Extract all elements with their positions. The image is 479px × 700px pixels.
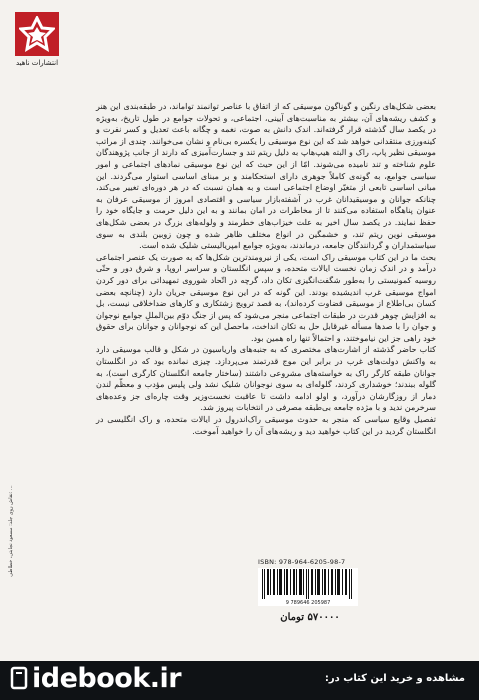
book-icon <box>10 666 30 690</box>
cover-credit-text: نقاش روی جلد: مسعود نجابتی، خطاطی: ... <box>8 485 14 577</box>
star-icon <box>15 12 59 56</box>
brand-name: idebook.ir <box>32 663 182 694</box>
barcode-digits: 9 789646 205987 <box>285 600 331 606</box>
isbn: ISBN: 978-964-6205-98-7 <box>258 558 346 566</box>
barcode-icon <box>258 568 358 599</box>
price: ۵۷۰۰۰۰ تومان <box>280 612 340 623</box>
footer-tagline: مشاهده و خرید این کتاب در: <box>324 673 465 684</box>
publisher-logo <box>15 12 59 72</box>
paragraph: کتاب حاضر گذشته از اشارت‌های مختصری که به جنبه‌های واریاسیون در شکل و قالب موسیقی دارد به واکنش دولت‌های غرب در برابر این موج قدرتمند می‌پردازد. چیزی نمانده بود که در انگلستان جوانان طبقه کارگر راک به خواسته‌های مشروعی داشتند (ساختار جامعه انگلستان کارگری است)، به گلوله ببندند؛ خوشداری کردند، گلوله‌ای به سوی نوجوانان شلیک نشد ولی پلیس مؤدب و معظّم لندن دمار از روزگارشان درآورد، و اولو ادامه داشت تا عاقبت نخست‌وزیر وقت چاره‌ای جز وعده‌های سرخرمن ندید و با مژده جامعه بی‌طبقه مصرفی در انتخابات پیروز شد. <box>96 344 436 413</box>
footer-banner[interactable] <box>0 661 479 700</box>
cover-credit <box>6 436 16 626</box>
paragraph: بحث ما در این کتاب موسیقی راک است، یکی از نیرومندترین شکل‌ها که به صورت یک عنصر اجتماعی درآمد و در اندک زمان نخست ایالات متحده، و سپس انگلستان و سراسر اروپا، و شرق دور و حتّی روسیه کمونیستی را به‌طور شگفت‌انگیزی تکان داد، گرچه در اتّحاد شوروی تمهیداتی برای دور کردن امواج موسیقی غرب اندیشیده بودند. این گونه که در این نوع موسیقی جریان دارد (چنانچه بعضی کسان بی‌اطلاع از موسیقی قضاوت کرده‌اند)، به قصد ترویج زشتکاری و کارهای ضداخلاقی نیست، بل به افزایش چوهر قدرت در طبقات اجتماعی منجر می‌شود که پس از جنگ دوّم بین‌المللِ جوامع نوجوان و جوان را با صدها مسأله غیرقابل حل به تکان انداخت، ماحصل این که نوجوانان و جوانان برای حقوق خود راهی جز این نیاموختند، و احتمالاً تنها راه همین بود. <box>96 251 436 343</box>
publisher-name: انتشارات ناهید <box>15 59 59 67</box>
barcode <box>258 568 358 606</box>
footer-brand[interactable] <box>10 663 181 694</box>
back-cover-text <box>96 101 436 437</box>
paragraph: تفصیل وقایع سیاسی که منجر به حدوث موسیقی راک‌اند‌رول در ایالات متحده، و راک انگلیسی در انگلستان گردید در این کتاب خواهید دید و ریشه‌های آن را خواهید آموخت. <box>96 414 436 436</box>
paragraph: بعضی شکل‌های رنگین و گوناگون موسیقی که از اتفاق با عناصر توانمند تواماند، در طبقه‌بندی این هنر و کشف ریشه‌های آن، بیشتر به مناسبت‌های آیینی، اجتماعی، و تحولات جوامع در طول تاریخ، به‌ویژه در یکصد سال گذشته قرار گرفته‌اند. اندک دانش به صوت، نغمه و چگانه باعث تعدیل و کسر نفرت و کینه‌ورزی منتقدانی خواهد شد که این نوع موسیقی را یکسره بی‌نام و نشان می‌خوانند. چندی از مراتب موسیقی نظیر پاپ، راک و البته هیپ‌هاپ به دلیل ریتم تند و جسارت‌آمیزی که دارند از جانب پژوهندگان علوم شناخته و تند نامیده می‌شوند. امّا از این حیث که این نوع موسیقی نمادهای اجتماعی و امور سیاسی جوامع، به گونه‌ی کاملاً جوهری دارای استحکامند و بر مبنای اساسی استوار می‌گردند. این مبانی اساسی تابعی از متغیّر اوضاع اجتماعی است و به همان نسبت که در هر دوره‌ای تغییر می‌کند، چنانکه جوانان و موسیقیدانان غرب در آشفته‌بازار سیاسی و اقتصادی امروز از موسیقی عرفان به عنوان پناهگاه استفاده می‌کنند تا از مخاطرات در امان بمانند و به این دلیل حرمت و جایگاه خود را حفظ نمایند. در یکصد سال اخیر به علت خیزاب‌های خطرمند و ولوله‌های بزرگ در بعضی شکل‌های موسیقی نوین ریتم تند، و خشمگین در انواع مختلف ظاهر شده و چون زوبین بلندی به سوی سیاستمداران و گردانندگان جامعه، درماندند، به‌ویژه جوامع امپریالیستی شلیک شده است. <box>96 101 436 251</box>
